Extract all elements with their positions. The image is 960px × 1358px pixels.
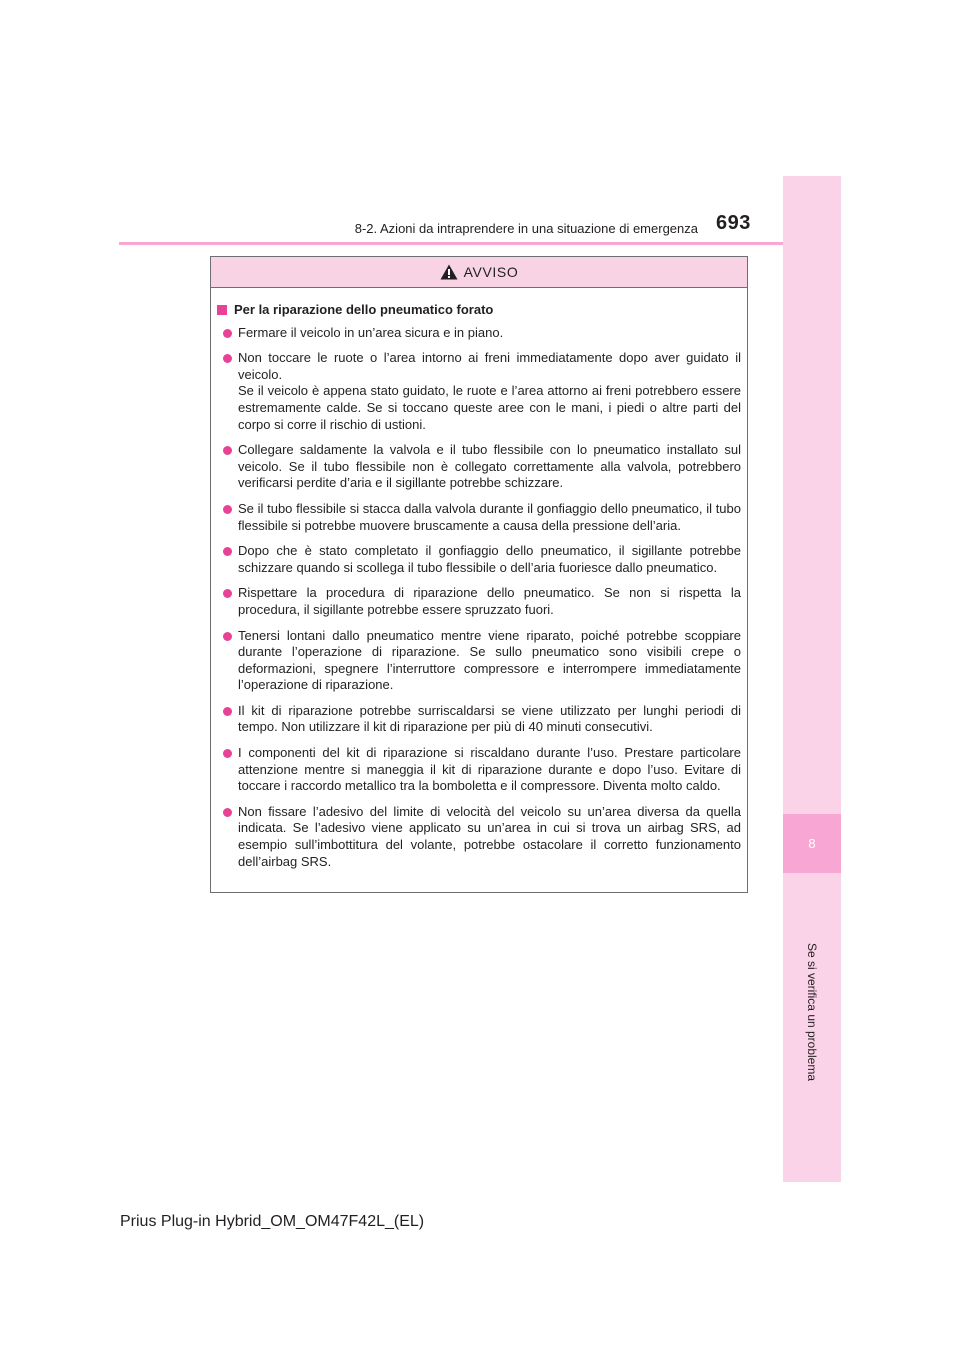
manual-id-footer: Prius Plug-in Hybrid_OM_OM47F42L_(EL): [120, 1213, 425, 1230]
list-item: [217, 501, 741, 534]
square-bullet-icon: [217, 305, 227, 315]
list-item-text: Il kit di riparazione potrebbe surriscaldarsi se viene utilizzato per lunghi periodi di tempo. Non utilizzare il kit di riparazione per più di 40 minuti consecutivi.: [238, 702, 741, 735]
section-title: 8-2. Azioni da intraprendere in una situazione di emergenza: [354, 221, 698, 236]
bullet-dot-icon: [223, 749, 232, 758]
list-item: [217, 325, 741, 342]
bullet-dot-icon: [223, 632, 232, 641]
bullet-dot-icon: [223, 446, 232, 455]
list-item: [217, 442, 741, 492]
warning-box: [210, 256, 748, 893]
bullet-dot-icon: [223, 547, 232, 556]
bullet-dot-icon: [223, 589, 232, 598]
chapter-number: 8: [783, 814, 841, 873]
list-item: [217, 703, 741, 736]
list-item-text: Tenersi lontani dallo pneumatico mentre viene riparato, poiché potrebbe scoppiare durante l’operazione di riparazione. Se sullo pneumatico sono visibili crepe o deformazioni, spegnere l’interruttore compressore e interrompere immediatamente l’operazione di riparazione.: [238, 627, 741, 693]
warning-body: [211, 288, 747, 870]
warning-triangle-icon: [440, 264, 458, 280]
warning-section-heading: [217, 302, 741, 319]
bullet-dot-icon: [223, 707, 232, 716]
list-item-text: Rispettare la procedura di riparazione dello pneumatico. Se non si rispetta la procedura, il sigillante potrebbe essere spruzzato fuori.: [238, 585, 741, 617]
bullet-dot-icon: [223, 329, 232, 338]
bullet-dot-icon: [223, 808, 232, 817]
list-item: [217, 543, 741, 576]
chapter-title: Se si verifica un problema: [805, 942, 819, 1082]
page-number: 693: [716, 212, 751, 234]
list-item: [217, 745, 741, 795]
list-item: [217, 628, 741, 694]
bullet-dot-icon: [223, 354, 232, 363]
list-item-text: Non fissare l’adesivo del limite di velocità del veicolo su un’area diversa da quella indicata. Se l’adesivo viene applicato su un’area in cui si trova un airbag SRS, ad esempio sull’imbottitura del volante, potrebbe ostacolare il corretto funzionamento dell’airbag SRS.: [238, 803, 741, 869]
list-item-text: Collegare saldamente la valvola e il tubo flessibile con lo pneumatico installato sul veicolo. Se il tubo flessibile non è collegato correttamente alla valvola, potrebbero verificarsi perdite d’aria e il sigillante potrebbe schizzare.: [238, 442, 741, 491]
warning-label: AVVISO: [463, 264, 519, 280]
warning-section-title: Per la riparazione dello pneumatico forato: [234, 302, 494, 317]
list-item-text: Dopo che è stato completato il gonfiaggio dello pneumatico, il sigillante potrebbe schizzare quando si scollega il tubo flessibile o dell’aria fuoriesce dallo pneumatico.: [238, 543, 741, 575]
warning-header: [211, 257, 747, 288]
list-item-text: Fermare il veicolo in un’area sicura e in piano.: [238, 324, 504, 340]
list-item: [217, 585, 741, 618]
list-item-text: I componenti del kit di riparazione si riscaldano durante l’uso. Prestare particolare attenzione mentre si maneggia il kit di riparazione durante e dopo l’uso. Evitare di toccare i raccordo metallico tra la bomboletta e il compressore. Diventa molto caldo.: [238, 745, 741, 794]
list-item: [217, 350, 741, 433]
list-item-text: Se il tubo flessibile si stacca dalla valvola durante il gonfiaggio dello pneumatico, il tubo flessibile si potrebbe muovere bruscamente a causa della pressione dell’aria.: [238, 500, 741, 533]
list-item-text: Non toccare le ruote o l’area intorno ai freni immediatamente dopo aver guidato il veicolo. Se il veicolo è appena stato guidato, le ruote e l’area attorno ai freni potrebbero essere estremamente calde. Se si toccano queste aree con le mani, i piedi o altre parti del corpo si corre il rischio di ustioni.: [238, 350, 741, 432]
bullet-dot-icon: [223, 505, 232, 514]
header-divider: [119, 242, 783, 245]
warning-list: [217, 325, 741, 871]
list-item: [217, 804, 741, 870]
